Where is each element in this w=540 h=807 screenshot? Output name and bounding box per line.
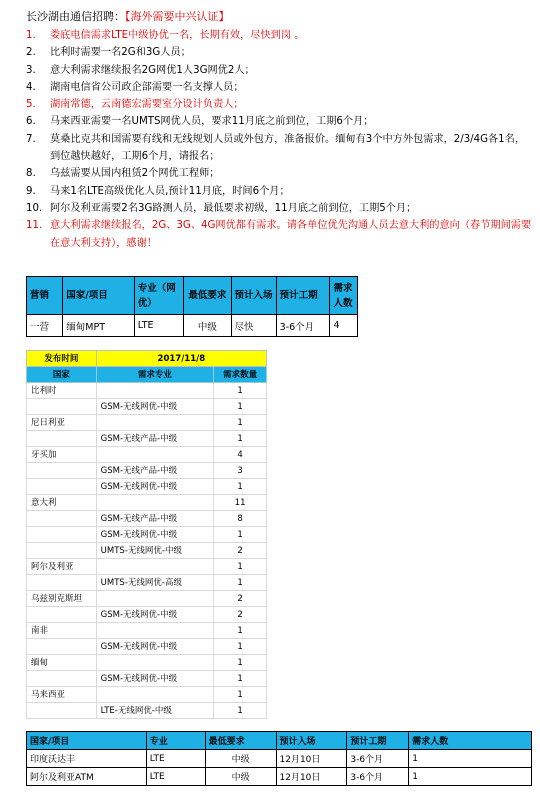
table-cell: 3-6个月 <box>347 750 409 768</box>
table-cell: 4 <box>330 315 358 337</box>
column-header: 需求人数 <box>330 277 358 315</box>
table-row <box>27 671 267 687</box>
table-row <box>27 655 267 671</box>
item-text: 意大利需求继续报名，2G、3G、4G网优都有需求。请各单位优先沟通人员去意大利的意向（春节期间需要在意大利支持），感谢！ <box>50 220 532 249</box>
country-cell: 牙买加 <box>27 447 97 463</box>
list-item <box>26 217 532 252</box>
title-text: 长沙湖由通信招聘： <box>26 10 125 23</box>
title-highlight: 【海外需要中兴认证】 <box>125 10 230 23</box>
column-header: 国家/项目 <box>27 732 147 750</box>
table-row <box>27 703 267 719</box>
list-item <box>26 200 532 217</box>
list-item <box>26 113 532 130</box>
table-row <box>27 511 267 527</box>
item-number: 1. <box>26 30 36 41</box>
specialty-cell <box>96 655 214 671</box>
specialty-cell: GSM-无线网优-中级 <box>96 671 214 687</box>
column-header: 营销 <box>27 277 63 315</box>
column-header: 专业（网优） <box>134 277 183 315</box>
requirement-table-1 <box>26 276 358 337</box>
quantity-cell: 8 <box>214 511 267 527</box>
item-number: 6. <box>26 116 36 128</box>
table-row <box>27 575 267 591</box>
column-header: 预计入场 <box>231 277 276 315</box>
item-text: 意大利需求继续报名2G网优1人3G网优2人； <box>50 64 255 76</box>
table-cell: 一营 <box>27 315 63 337</box>
table-cell: 阿尔及利亚ATM <box>27 768 147 786</box>
requirement-table-2 <box>26 731 532 786</box>
item-number: 8. <box>26 168 36 180</box>
table-cell: 1 <box>409 768 532 786</box>
quantity-cell: 1 <box>214 639 267 655</box>
table-header-row <box>27 732 532 750</box>
item-number: 2. <box>26 47 36 59</box>
specialty-cell <box>96 415 214 431</box>
item-text: 阿尔及利亚需要2名3G路测人员，最低要求初级，11月底之前到位，工期5个月； <box>50 202 417 214</box>
table-cell: 印度沃达丰 <box>27 750 147 768</box>
specialty-cell: GSM-无线网优-中级 <box>96 479 214 495</box>
item-number: 9. <box>26 185 36 197</box>
quantity-cell: 1 <box>214 431 267 447</box>
item-text: 马来1名LTE高级优化人员,预计11月底，时间6个月； <box>50 185 290 197</box>
quantity-cell: 1 <box>214 559 267 575</box>
specialty-cell <box>96 495 214 511</box>
country-cell: 比利时 <box>27 383 97 399</box>
quantity-cell: 1 <box>214 687 267 703</box>
country-cell <box>27 527 97 543</box>
column-header: 最低要求 <box>205 732 276 750</box>
item-number: 10. <box>26 202 43 214</box>
table-row <box>27 447 267 463</box>
specialty-cell: UMTS-无线网优-高级 <box>96 575 214 591</box>
table-cell: 中级 <box>184 315 231 337</box>
specialty-cell <box>96 591 214 607</box>
table-row <box>27 559 267 575</box>
item-number: 11. <box>26 220 43 232</box>
item-text: 比利时需要一名2G和3G人员； <box>50 47 191 59</box>
table-row <box>27 639 267 655</box>
column-header: 国家 <box>27 367 97 383</box>
item-text: 娄底电信需求LTE中级协优一名，长期有效，尽快到岗 。 <box>50 30 305 41</box>
quantity-cell: 2 <box>214 543 267 559</box>
quantity-cell: 2 <box>214 591 267 607</box>
quantity-cell: 1 <box>214 399 267 415</box>
country-cell <box>27 511 97 527</box>
item-number: 4. <box>26 81 36 93</box>
table-cell: LTE <box>146 750 205 768</box>
quantity-cell: 1 <box>214 415 267 431</box>
quantity-cell: 11 <box>214 495 267 511</box>
specialty-cell: GSM-无线网优-中级 <box>96 607 214 623</box>
table-row <box>27 591 267 607</box>
column-header: 需求人数 <box>409 732 532 750</box>
country-cell <box>27 575 97 591</box>
table-cell: 3-6个月 <box>276 315 330 337</box>
table-cell: LTE <box>146 768 205 786</box>
table-header-row <box>27 277 358 315</box>
specialty-cell <box>96 623 214 639</box>
quantity-cell: 1 <box>214 655 267 671</box>
item-text: 湖南电信省公司政企部需要一名支撑人员； <box>50 81 244 93</box>
list-item <box>26 27 532 44</box>
table-cell: 3-6个月 <box>347 768 409 786</box>
quantity-cell: 1 <box>214 575 267 591</box>
specialty-cell: UMTS-无线网优-中级 <box>96 543 214 559</box>
table-row <box>27 479 267 495</box>
country-demand-table <box>26 350 267 719</box>
table-cell: 缅甸MPT <box>63 315 134 337</box>
specialty-cell: GSM-无线产品-中级 <box>96 511 214 527</box>
recruitment-list <box>26 27 532 252</box>
publish-label: 发布时间 <box>27 351 97 367</box>
item-text: 莫桑比克共和国需要有线和无线规划人员或外包方，准备报价。缅甸有3个中方外包需求，2/3/4G各1名，到位越快越好，工期6个月，请报名； <box>50 133 526 163</box>
country-cell: 南非 <box>27 623 97 639</box>
column-header: 专业 <box>146 732 205 750</box>
country-cell: 尼日利亚 <box>27 415 97 431</box>
specialty-cell <box>96 559 214 575</box>
specialty-cell: GSM-无线网优-中级 <box>96 527 214 543</box>
table-cell: 12月10日 <box>276 750 347 768</box>
page-title <box>26 10 230 24</box>
table-row <box>27 687 267 703</box>
country-cell <box>27 479 97 495</box>
quantity-cell: 1 <box>214 671 267 687</box>
quantity-cell: 1 <box>214 623 267 639</box>
country-cell <box>27 431 97 447</box>
country-cell: 缅甸 <box>27 655 97 671</box>
country-cell <box>27 639 97 655</box>
list-item <box>26 44 532 61</box>
table-row <box>27 463 267 479</box>
publish-row <box>27 351 267 367</box>
quantity-cell: 1 <box>214 527 267 543</box>
publish-date: 2017/11/8 <box>96 351 266 367</box>
country-cell <box>27 607 97 623</box>
table-cell: 12月10日 <box>276 768 347 786</box>
table-row <box>27 607 267 623</box>
column-header: 国家/项目 <box>63 277 134 315</box>
column-header: 需求数量 <box>214 367 267 383</box>
column-header: 需求专业 <box>96 367 214 383</box>
specialty-cell <box>96 447 214 463</box>
item-text: 马来西亚需要一名UMTS网优人员，要求11月底之前到位，工期6个月； <box>50 116 374 128</box>
country-cell <box>27 671 97 687</box>
table-cell: 中级 <box>205 768 276 786</box>
specialty-cell <box>96 383 214 399</box>
table-row <box>27 431 267 447</box>
column-header: 最低要求 <box>184 277 231 315</box>
item-number: 7. <box>26 133 36 145</box>
table-row <box>27 527 267 543</box>
table-cell: 中级 <box>205 750 276 768</box>
specialty-cell <box>96 687 214 703</box>
item-number: 3. <box>26 64 36 76</box>
list-item <box>26 62 532 79</box>
specialty-cell: GSM-无线产品-中级 <box>96 463 214 479</box>
table-row <box>27 768 532 786</box>
specialty-cell: GSM-无线网优-中级 <box>96 399 214 415</box>
table-row <box>27 623 267 639</box>
quantity-cell: 4 <box>214 447 267 463</box>
list-item <box>26 96 532 113</box>
country-cell: 意大利 <box>27 495 97 511</box>
quantity-cell: 1 <box>214 479 267 495</box>
country-cell <box>27 703 97 719</box>
list-item <box>26 183 532 200</box>
item-number: 5. <box>26 99 36 111</box>
table-row <box>27 315 358 337</box>
list-item <box>26 79 532 96</box>
country-cell: 马来西亚 <box>27 687 97 703</box>
country-cell: 阿尔及利亚 <box>27 559 97 575</box>
country-cell <box>27 543 97 559</box>
specialty-cell: GSM-无线产品-中级 <box>96 431 214 447</box>
table-row <box>27 543 267 559</box>
country-cell <box>27 463 97 479</box>
quantity-cell: 1 <box>214 383 267 399</box>
quantity-cell: 3 <box>214 463 267 479</box>
table-row <box>27 750 532 768</box>
table-cell: 尽快 <box>231 315 276 337</box>
item-text: 湖南常德，云南德宏需要室分设计负责人； <box>50 99 244 111</box>
column-header: 预计入场 <box>276 732 347 750</box>
specialty-cell: GSM-无线网优-中级 <box>96 639 214 655</box>
specialty-cell: LTE-无线网优-中级 <box>96 703 214 719</box>
list-item <box>26 131 532 166</box>
list-item <box>26 165 532 182</box>
table-cell: 1 <box>409 750 532 768</box>
quantity-cell: 2 <box>214 607 267 623</box>
column-header: 预计工期 <box>347 732 409 750</box>
column-header: 预计工期 <box>276 277 330 315</box>
item-text: 乌兹需要从国内租赁2个网优工程师； <box>50 168 220 180</box>
table-row <box>27 383 267 399</box>
table-cell: LTE <box>134 315 183 337</box>
table-row <box>27 415 267 431</box>
quantity-cell: 1 <box>214 703 267 719</box>
country-cell <box>27 399 97 415</box>
table-row <box>27 495 267 511</box>
table-header-row <box>27 367 267 383</box>
table-row <box>27 399 267 415</box>
country-cell: 乌兹别克斯坦 <box>27 591 97 607</box>
